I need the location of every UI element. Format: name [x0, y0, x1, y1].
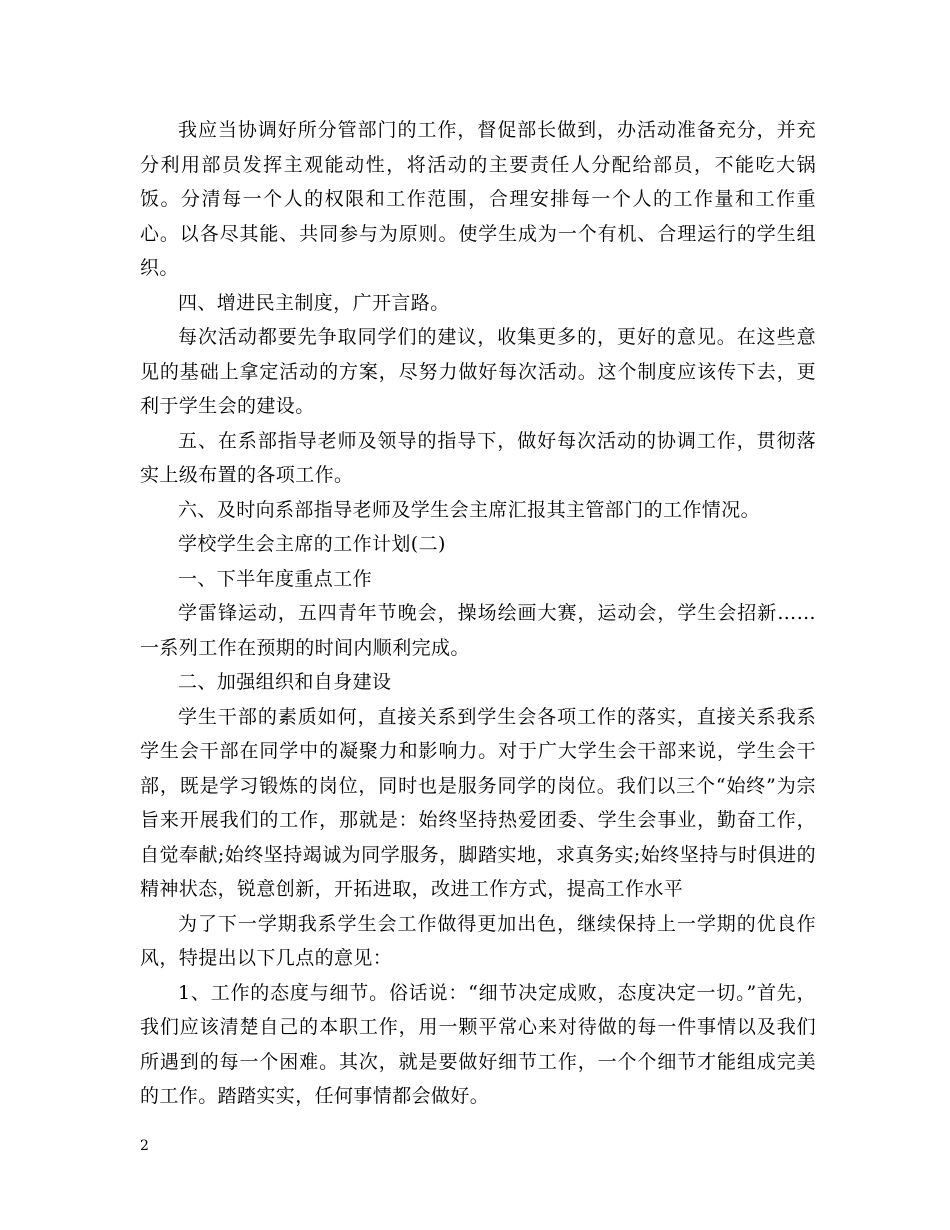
section-title-plan-two: 学校学生会主席的工作计划(二): [178, 533, 446, 555]
paragraph-suggestions: 每次活动都要先争取同学们的建议，收集更多的，更好的意见。在这些意见的基础上拿定活动的方案，尽努力做好每次活动。这个制度应该传下去，更利于学生会的建设。: [140, 326, 816, 417]
document-body: [140, 113, 816, 1114]
heading-democracy: 四、增进民主制度，广开言路。: [178, 291, 450, 314]
paragraph-guidance: 五、在系部指导老师及领导的指导下，做好每次活动的协调工作，贯彻落实上级布置的各项工作。: [140, 429, 816, 486]
paragraph-activities: 学雷锋运动，五四青年节晚会，操场绘画大赛，运动会，学生会招新……一系列工作在预期的时间内顺利完成。: [140, 602, 816, 659]
paragraph-coordination: 我应当协调好所分管部门的工作，督促部长做到，办活动准备充分，并充分利用部员发挥主观能动性，将活动的主要责任人分配给部员，不能吃大锅饭。分清每一个人的权限和工作范围，合理安排每一个人的工作量和工作重心。以各尽其能、共同参与为原则。使学生成为一个有机、合理运行的学生组织。: [140, 119, 816, 279]
paragraph-cadre-quality: 学生干部的素质如何，直接关系到学生会各项工作的落实，直接关系我系学生会干部在同学中的凝聚力和影响力。对于广大学生会干部来说，学生会干部，既是学习锻炼的岗位，同时也是服务同学的岗位。我们以三个“始终”为宗旨来开展我们的工作，那就是：始终坚持热爱团委、学生会事业，勤奋工作，自觉奉献;始终坚持竭诚为同学服务，脚踏实地，求真务实;始终坚持与时俱进的精神状态，锐意创新，开拓进取，改进工作方式，提高工作水平: [140, 705, 816, 900]
paragraph-next-semester: 为了下一学期我系学生会工作做得更加出色，继续保持上一学期的优良作风，特提出以下几点的意见：: [140, 912, 816, 969]
paragraph-reporting: 六、及时向系部指导老师及学生会主席汇报其主管部门的工作情况。: [178, 498, 761, 521]
page-number: 2: [140, 1138, 149, 1154]
heading-organization: 二、加强组织和自身建设: [178, 671, 392, 693]
paragraph-attitude-details: 1、工作的态度与细节。俗话说：“细节决定成败，态度决定一切。”首先，我们应该清楚自己的本职工作，用一颗平常心来对待做的每一件事情以及我们所遇到的每一个困难。其次，就是要做好细节工作，一个个细节才能组成完美的工作。踏踏实实，任何事情都会做好。: [140, 981, 816, 1107]
heading-key-work: 一、下半年度重点工作: [178, 567, 373, 590]
